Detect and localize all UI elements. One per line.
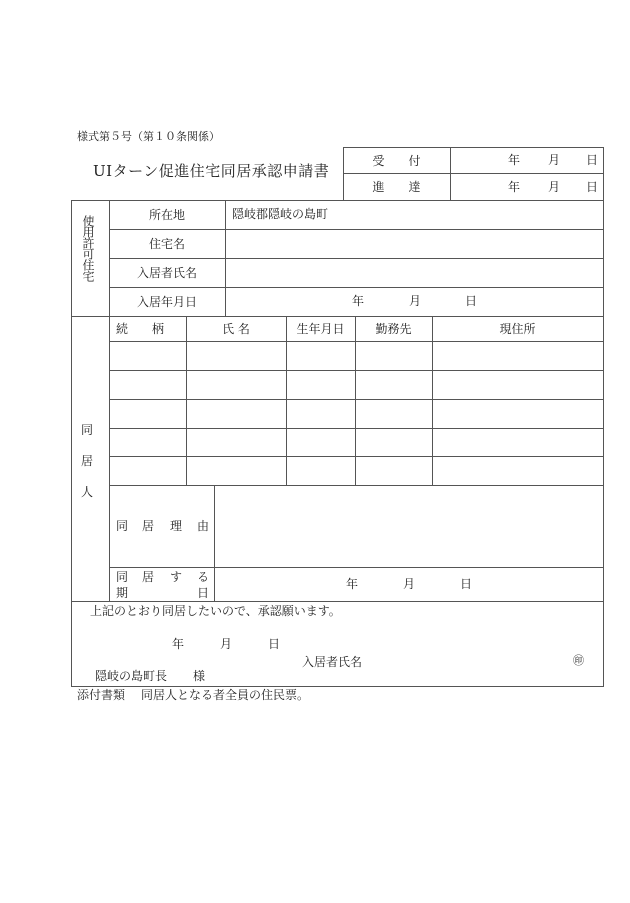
name-cell[interactable] xyxy=(187,342,285,369)
period-year[interactable]: 年 xyxy=(346,577,359,591)
forward-year: 年 xyxy=(508,180,521,194)
move-in-day[interactable]: 日 xyxy=(465,294,478,308)
receipt-month: 月 xyxy=(548,153,561,167)
attachment-text: 同居人となる者全員の住民票。 xyxy=(141,688,310,702)
cohabitant-side-label-3: 人 xyxy=(81,485,94,499)
addressee: 隠岐の島町長 xyxy=(95,669,168,683)
relationship-cell[interactable] xyxy=(110,400,185,427)
cohabitant-side-label-1: 同 xyxy=(81,423,94,437)
housing-name-field[interactable] xyxy=(226,230,602,257)
workplace-cell[interactable] xyxy=(356,457,431,484)
housing-name-label: 住宅名 xyxy=(148,237,185,251)
relationship-cell[interactable] xyxy=(110,429,185,455)
column-header-workplace: 勤務先 xyxy=(375,322,412,336)
reason-field[interactable] xyxy=(215,486,602,566)
declaration-statement: 上記のとおり同居したいので、承認願います。 xyxy=(90,604,341,618)
move-in-date-label: 入居年月日 xyxy=(136,295,197,309)
receipt-label: 受 付 xyxy=(372,153,421,168)
forward-label: 進 達 xyxy=(372,180,421,194)
relationship-cell[interactable] xyxy=(110,457,185,484)
resident-name-field[interactable] xyxy=(226,259,602,286)
birthdate-cell[interactable] xyxy=(287,457,354,484)
forward-day: 日 xyxy=(586,180,599,194)
birthdate-cell[interactable] xyxy=(287,400,354,427)
name-cell[interactable] xyxy=(187,429,285,455)
workplace-cell[interactable] xyxy=(356,429,431,455)
workplace-cell[interactable] xyxy=(356,342,431,369)
address-cell[interactable] xyxy=(433,457,602,484)
receipt-day: 日 xyxy=(586,153,599,167)
column-header-birthdate: 生年月日 xyxy=(296,322,345,336)
forward-month: 月 xyxy=(548,180,561,194)
workplace-cell[interactable] xyxy=(356,371,431,398)
attachment-label: 添付書類 xyxy=(77,688,126,702)
location-field[interactable]: 隠岐郡隠岐の島町 xyxy=(232,207,329,221)
relationship-cell[interactable] xyxy=(110,342,185,369)
location-label: 所在地 xyxy=(148,208,185,222)
birthdate-cell[interactable] xyxy=(287,371,354,398)
workplace-cell[interactable] xyxy=(356,400,431,427)
page-title: UIターン促進住宅同居承認申請書 xyxy=(93,162,330,180)
birthdate-cell[interactable] xyxy=(287,429,354,455)
applicant-name-label: 入居者氏名 xyxy=(302,655,363,669)
declaration-day[interactable]: 日 xyxy=(268,637,281,651)
move-in-month[interactable]: 月 xyxy=(409,294,422,308)
declaration-month[interactable]: 月 xyxy=(220,637,233,651)
declaration-year[interactable]: 年 xyxy=(172,637,185,651)
address-cell[interactable] xyxy=(433,342,602,369)
address-cell[interactable] xyxy=(433,400,602,427)
period-month[interactable]: 月 xyxy=(403,577,416,591)
honorific: 様 xyxy=(193,669,206,683)
name-cell[interactable] xyxy=(187,400,285,427)
move-in-year[interactable]: 年 xyxy=(352,294,365,308)
address-cell[interactable] xyxy=(433,429,602,455)
name-cell[interactable] xyxy=(187,457,285,484)
address-cell[interactable] xyxy=(433,371,602,398)
resident-name-label: 入居者氏名 xyxy=(136,266,197,280)
birthdate-cell[interactable] xyxy=(287,342,354,369)
name-cell[interactable] xyxy=(187,371,285,398)
relationship-cell[interactable] xyxy=(110,371,185,398)
column-header-address: 現住所 xyxy=(499,322,536,336)
column-header-name: 氏 名 xyxy=(222,322,250,336)
column-header-relationship: 続 柄 xyxy=(116,322,165,336)
cohabitant-side-label-2: 居 xyxy=(81,454,94,468)
form-id: 様式第５号（第１０条関係） xyxy=(77,130,220,143)
housing-side-label: 使用許可住宅 xyxy=(81,215,95,281)
period-day[interactable]: 日 xyxy=(460,577,473,591)
seal-icon: ㊞ xyxy=(573,654,584,667)
receipt-year: 年 xyxy=(508,153,521,167)
